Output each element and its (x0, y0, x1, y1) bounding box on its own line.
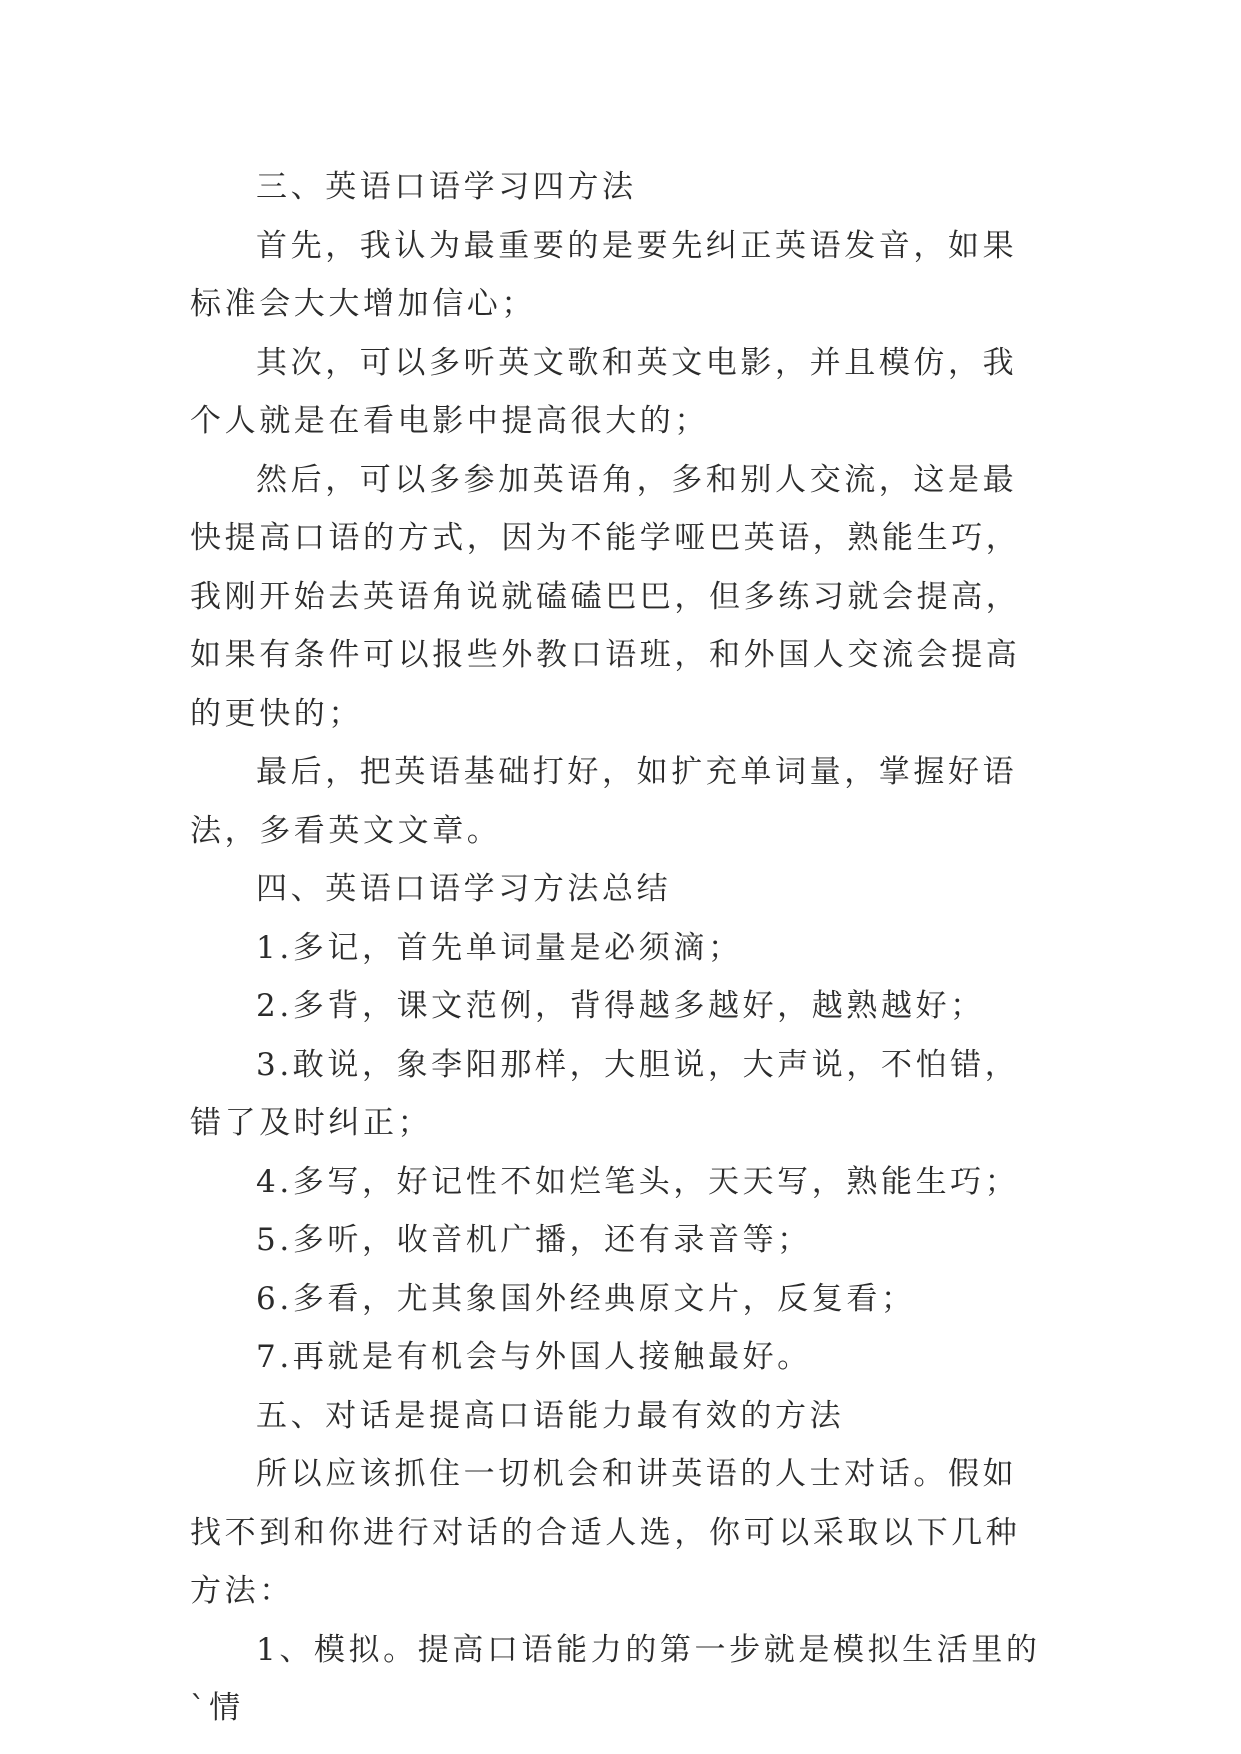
paragraph-english-corner: 然后，可以多参加英语角，多和别人交流，这是最快提高口语的方式，因为不能学哑巴英语，熟能生巧，我刚开始去英语角说就磕磕巴巴，但多练习就会提高，如果有条件可以报些外教口语班，和外国人交流会提高的更快的； (190, 461, 1021, 732)
section-heading-four: 四、英语口语学习方法总结 (256, 871, 672, 907)
paragraph-songs-movies: 其次，可以多听英文歌和英文电影，并且模仿，我个人就是在看电影中提高很大的； (190, 344, 1018, 439)
list-item-3: 3.敢说，象李阳那样，大胆说，大声说，不怕错，错了及时纠正； (190, 1046, 1020, 1141)
list-item-5: 5.多听，收音机广播，还有录音等； (256, 1222, 812, 1258)
section-heading-three: 三、英语口语学习四方法 (256, 169, 637, 205)
list-item-7: 7.再就是有机会与外国人接触最好。 (256, 1339, 812, 1375)
list-item-2: 2.多背，课文范例，背得越多越好，越熟越好； (256, 988, 985, 1024)
section-heading-five: 五、对话是提高口语能力最有效的方法 (256, 1397, 845, 1434)
document-body (190, 158, 1050, 1738)
paragraph-pronunciation: 首先，我认为最重要的是要先纠正英语发音，如果标准会大大增加信心； (190, 227, 1018, 322)
list-item-6: 6.多看，尤其象国外经典原文片，反复看； (256, 1280, 916, 1317)
list-item-4: 4.多写，好记性不如烂笔头，天天写，熟能生巧； (256, 1163, 1020, 1200)
paragraph-simulation: 1、模拟。提高口语能力的第一步就是模拟生活里的`情 (190, 1631, 1041, 1726)
list-item-1: 1.多记，首先单词量是必须滴； (256, 929, 743, 966)
paragraph-dialogue: 所以应该抓住一切机会和讲英语的人士对话。假如找不到和你进行对话的合适人选，你可以采取以下几种方法： (190, 1456, 1021, 1609)
paragraph-foundation: 最后，把英语基础打好，如扩充单词量，掌握好语法，多看英文文章。 (190, 754, 1018, 849)
